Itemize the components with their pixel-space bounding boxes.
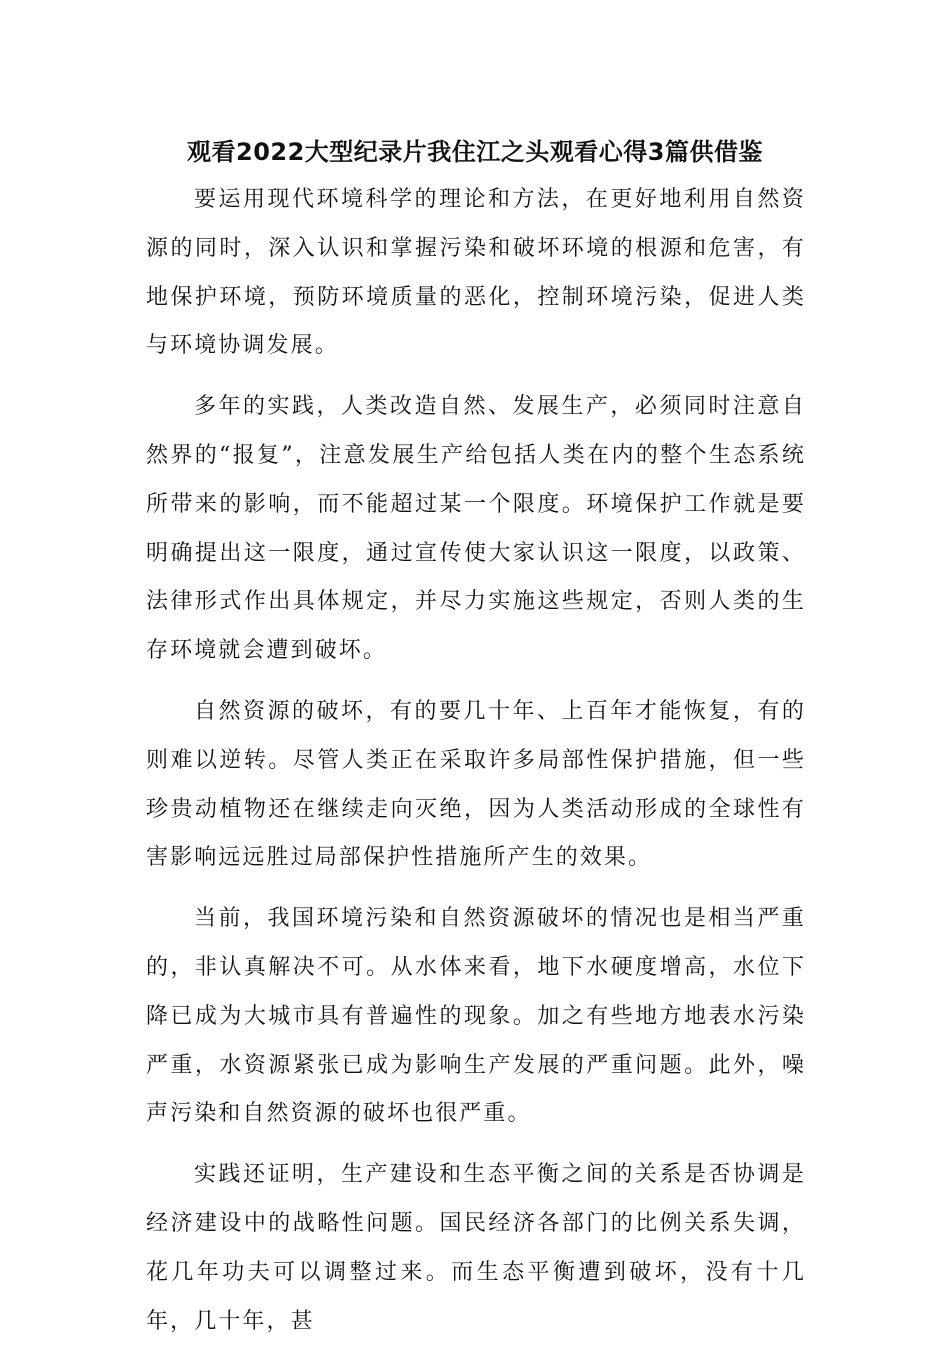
paragraph-1: 要运用现代环境科学的理论和方法，在更好地利用自然资源的同时，深入认识和掌握污染和破坏环境的根源和危害，有地保护环境，预防环境质量的恶化，控制环境污染，促进人类与环境协调发展。 <box>146 187 806 359</box>
document-title: 观看2022大型纪录片我住江之头观看心得3篇供借鉴 <box>187 138 763 166</box>
paragraph-3: 自然资源的破坏，有的要几十年、上百年才能恢复，有的则难以逆转。尽管人类正在采取许多局部性保护措施，但一些珍贵动植物还在继续走向灭绝，因为人类活动形成的全球性有害影响远远胜过局部保护性措施所产生的效果。 <box>146 698 806 871</box>
paragraph-5: 实践还证明，生产建设和生态平衡之间的关系是否协调是经济建设中的战略性问题。国民经济各部门的比例关系失调，花几年功夫可以调整过来。而生态平衡遭到破坏，没有十几年，几十年，甚 <box>146 1162 806 1334</box>
paragraph-4: 当前，我国环境污染和自然资源破坏的情况也是相当严重的，非认真解决不可。从水体来看，地下水硬度增高，水位下降已成为大城市具有普遍性的现象。加之有些地方地表水污染严重，水资源紧张已成为影响生产发展的严重问题。此外，噪声污染和自然资源的破坏也很严重。 <box>146 906 806 1127</box>
document-body <box>146 176 806 1358</box>
paragraph-2: 多年的实践，人类改造自然、发展生产，必须同时注意自然界的“报复”，注意发展生产给包括人类在内的整个生态系统所带来的影响，而不能超过某一个限度。环境保护工作就是要明确提出这一限度，通过宣传使大家认识这一限度，以政策、法律形式作出具体规定，并尽力实施这些规定，否则人类的生存环境就会遭到破坏。 <box>146 394 806 664</box>
